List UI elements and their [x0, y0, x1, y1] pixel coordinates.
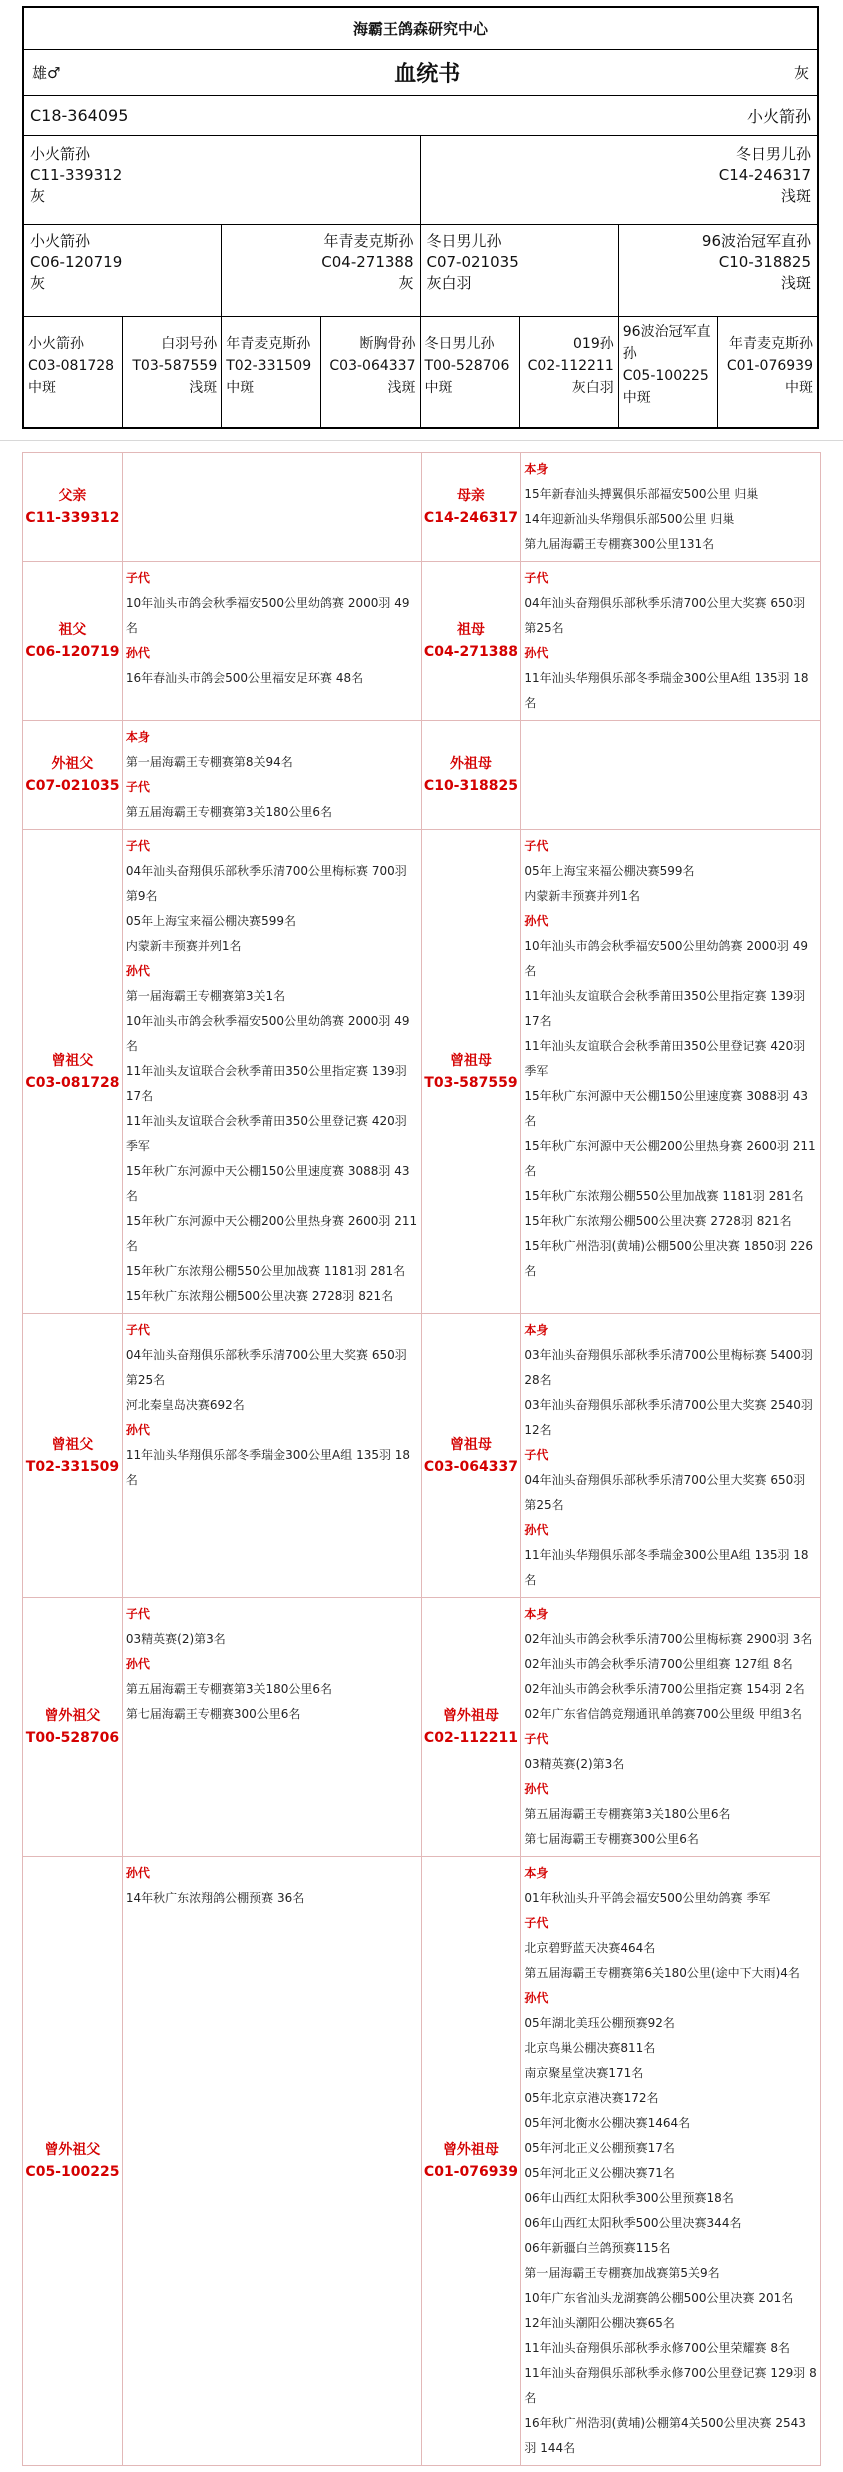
- relation-label: [23, 1314, 123, 1597]
- record-line: 15年秋广东浓翔公棚500公里决赛 2728羽 821名: [524, 1214, 792, 1228]
- record-line: 15年秋广东河源中天公棚150公里速度赛 3088羽 43名: [125, 1164, 410, 1203]
- record-line: 01年秋汕头升平鸽会福安500公里幼鸽赛 季军: [524, 1891, 771, 1905]
- record-line: 02年汕头市鸽会秋季乐清700公里梅标赛 2900羽 3名: [524, 1632, 813, 1646]
- pigeon-color: 浅斑: [780, 274, 811, 292]
- relation-ring: C03-064337: [423, 1458, 518, 1475]
- record-line: 11年汕头友谊联合会秋季莆田350公里指定赛 139羽 17名: [125, 1064, 407, 1103]
- record-content: [521, 562, 820, 720]
- pigeon-ring: C11-339312: [30, 166, 123, 184]
- relation-ring: C04-271388: [423, 644, 518, 660]
- record-section-head: 子代: [524, 1732, 549, 1746]
- great-grandparent-cell: [24, 317, 123, 427]
- pigeon-name: 019孙: [573, 336, 614, 352]
- org-header: [24, 8, 817, 50]
- record-line: 03年汕头奋翔俱乐部秋季乐清700公里梅标赛 5400羽 28名: [524, 1348, 813, 1387]
- record-line: 16年秋广州浩羽(黄埔)公棚第4关500公里决赛 2543羽 144名: [524, 2416, 806, 2455]
- record-line: 11年汕头奋翔俱乐部秋季永修700公里登记赛 129羽 8名: [524, 2366, 817, 2405]
- record-row: [23, 1857, 820, 2465]
- pigeon-name: 小火箭孙: [28, 336, 84, 352]
- race-record-table: [22, 452, 821, 2466]
- relation-label: [422, 1857, 522, 2465]
- relation-label: [422, 1598, 522, 1856]
- relation-label: [422, 830, 522, 1313]
- record-line: 14年迎新汕头华翔俱乐部500公里 归巢: [524, 512, 735, 526]
- pigeon-color: 中斑: [785, 380, 813, 396]
- pigeon-ring: C03-081728: [28, 358, 115, 374]
- record-line: 11年汕头华翔俱乐部冬季瑞金300公里A组 135羽 18名: [524, 1548, 809, 1587]
- record-content: [123, 453, 422, 561]
- relation-role: 曾外祖父: [44, 2142, 101, 2158]
- relation-role: 曾外祖母: [442, 1708, 499, 1724]
- record-line: 06年山西红太阳秋季500公里决赛344名: [524, 2216, 742, 2230]
- record-content: [123, 1598, 422, 1856]
- record-line: 15年秋广东浓翔公棚550公里加战赛 1181羽 281名: [524, 1189, 804, 1203]
- pigeon-ring: T03-587559: [132, 358, 218, 374]
- record-line: 05年北京京港决赛172名: [524, 2091, 659, 2105]
- pigeon-ring: C10-318825: [718, 253, 811, 271]
- record-section-head: 子代: [524, 1916, 549, 1930]
- record-line: 第七届海霸王专棚赛300公里6名: [125, 1707, 301, 1721]
- pigeon-color: 中斑: [28, 380, 56, 396]
- relation-role: 曾祖父: [51, 1052, 94, 1069]
- record-row: [23, 721, 820, 830]
- record-section-head: 子代: [125, 571, 150, 585]
- record-line: 10年汕头市鸽会秋季福安500公里幼鸽赛 2000羽 49名: [125, 596, 410, 635]
- record-section-head: 孙代: [524, 914, 549, 928]
- pigeon-color: 浅斑: [189, 380, 218, 396]
- record-line: 14年秋广东浓翔鸽公棚预赛 36名: [125, 1891, 305, 1905]
- record-line: 05年河北衡水公棚决赛1464名: [524, 2116, 691, 2130]
- pigeon-name: 冬日男儿孙: [735, 145, 811, 163]
- record-line: 15年秋广东河源中天公棚200公里热身赛 2600羽 211名: [125, 1214, 418, 1253]
- pigeon-ring: C03-064337: [329, 358, 416, 374]
- record-section-head: 子代: [125, 839, 150, 853]
- record-line: 第五届海霸王专棚赛第3关180公里6名: [125, 1682, 333, 1696]
- record-line: 11年汕头友谊联合会秋季莆田350公里指定赛 139羽 17名: [524, 989, 806, 1028]
- relation-role: 母亲: [456, 488, 485, 504]
- pigeon-color: 灰白羽: [426, 274, 472, 292]
- pigeon-name: 冬日男儿孙: [426, 232, 502, 250]
- grandparent-cell: [24, 225, 222, 316]
- relation-ring: T00-528706: [25, 1730, 120, 1746]
- pigeon-name: 断胸骨孙: [359, 336, 416, 352]
- record-section-head: 子代: [524, 1448, 549, 1462]
- pigeon-ring: C01-076939: [726, 358, 813, 374]
- record-content: [521, 1314, 820, 1597]
- record-line: 04年汕头奋翔俱乐部秋季乐清700公里大奖赛 650羽 第25名: [524, 1473, 806, 1512]
- record-row: [23, 562, 820, 721]
- record-section-head: 孙代: [125, 964, 150, 978]
- record-line: 第九届海霸王专棚赛300公里131名: [524, 537, 715, 551]
- record-section-head: 孙代: [524, 1782, 549, 1796]
- record-line: 05年河北正义公棚决赛71名: [524, 2166, 675, 2180]
- record-line: 05年上海宝来福公棚决赛599名: [524, 864, 695, 878]
- pigeon-name: 年青麦克斯孙: [323, 232, 414, 250]
- record-line: 河北秦皇岛决赛692名: [125, 1398, 245, 1412]
- pigeon-color: 灰: [30, 187, 46, 205]
- relation-role: 外祖母: [449, 756, 492, 772]
- record-line: 第一届海霸王专棚赛第3关1名: [125, 989, 286, 1003]
- subject-ring: C18-364095: [30, 106, 129, 125]
- pigeon-name: 小火箭孙: [30, 145, 91, 163]
- record-section-head: 本身: [524, 1607, 549, 1621]
- relation-ring: C07-021035: [25, 778, 120, 794]
- record-line: 10年汕头市鸽会秋季福安500公里幼鸽赛 2000羽 49名: [524, 939, 808, 978]
- record-line: 第一届海霸王专棚赛加战赛第5关9名: [524, 2266, 720, 2280]
- relation-label: [422, 1314, 522, 1597]
- grandparent-cell: [222, 225, 420, 316]
- relation-role: 祖父: [58, 622, 87, 638]
- relation-label: [23, 1598, 123, 1856]
- pigeon-ring: C14-246317: [718, 166, 811, 184]
- record-line: 02年广东省信鸽竞翔通讯单鸽赛700公里级 甲组3名: [524, 1707, 802, 1721]
- relation-label: [23, 830, 123, 1313]
- relation-ring: C01-076939: [423, 2164, 518, 2180]
- record-line: 15年秋广州浩羽(黄埔)公棚500公里决赛 1850羽 226名: [524, 1239, 813, 1278]
- record-line: 15年秋广东河源中天公棚200公里热身赛 2600羽 211名: [524, 1139, 816, 1178]
- record-content: [123, 1857, 422, 2465]
- record-line: 11年汕头奋翔俱乐部秋季永修700公里荣耀赛 8名: [524, 2341, 790, 2355]
- record-content: [521, 1598, 820, 1856]
- record-line: 北京鸟巢公棚决赛811名: [524, 2041, 656, 2055]
- record-line: 05年河北正义公棚预赛17名: [524, 2141, 675, 2155]
- relation-role: 曾外祖母: [442, 2142, 499, 2158]
- record-line: 06年新疆白兰鸽预赛115名: [524, 2241, 671, 2255]
- record-line: 04年汕头奋翔俱乐部秋季乐清700公里大奖赛 650羽 第25名: [524, 596, 806, 635]
- dam-cell: [421, 136, 818, 224]
- great-grandparent-cell: [421, 317, 520, 427]
- record-line: 11年汕头华翔俱乐部冬季瑞金300公里A组 135羽 18名: [524, 671, 809, 710]
- relation-ring: C03-081728: [25, 1074, 120, 1091]
- record-content: [521, 453, 820, 561]
- gen2-row: [24, 225, 817, 317]
- record-section-head: 本身: [524, 1323, 549, 1337]
- pigeon-ring: C04-271388: [321, 253, 414, 271]
- relation-label: [23, 1857, 123, 2465]
- pigeon-color: 灰: [398, 274, 414, 292]
- record-row: [23, 1314, 820, 1598]
- record-section-head: 孙代: [125, 1423, 150, 1437]
- record-row: [23, 830, 820, 1314]
- record-section-head: 子代: [125, 780, 150, 794]
- record-content: [123, 830, 422, 1313]
- record-line: 03年汕头奋翔俱乐部秋季乐清700公里大奖赛 2540羽 12名: [524, 1398, 813, 1437]
- pigeon-name: 冬日男儿孙: [424, 336, 495, 352]
- pigeon-name: 白羽号孙: [161, 336, 218, 352]
- relation-ring: T03-587559: [424, 1074, 518, 1091]
- pigeon-name: 小火箭孙: [30, 232, 91, 250]
- pigeon-ring: C06-120719: [30, 253, 123, 271]
- record-section-head: 子代: [125, 1323, 150, 1337]
- grandparent-cell: [421, 225, 619, 316]
- record-line: 04年汕头奋翔俱乐部秋季乐清700公里大奖赛 650羽 第25名: [125, 1348, 407, 1387]
- record-section-head: 子代: [524, 839, 549, 853]
- subject-row: [24, 96, 817, 136]
- record-section-head: 孙代: [125, 646, 150, 660]
- pigeon-name: 96波治冠军直孙: [622, 324, 711, 362]
- certificate-title: 血统书: [394, 62, 461, 87]
- relation-label: [422, 562, 522, 720]
- relation-label: [23, 721, 123, 829]
- record-line: 15年秋广东浓翔公棚550公里加战赛 1181羽 281名: [125, 1264, 406, 1278]
- record-line: 第一届海霸王专棚赛第8关94名: [125, 755, 293, 769]
- relation-label: [23, 453, 123, 561]
- record-line: 第五届海霸王专棚赛第3关180公里6名: [125, 805, 333, 819]
- pigeon-color: 灰: [30, 274, 46, 292]
- great-grandparent-cell: [123, 317, 222, 427]
- relation-role: 曾祖父: [51, 1436, 94, 1453]
- record-content: [521, 721, 820, 829]
- record-section-head: 子代: [125, 1607, 150, 1621]
- record-section-head: 子代: [524, 571, 549, 585]
- record-content: [521, 830, 820, 1313]
- pedigree-chart: [22, 6, 819, 429]
- gen1-row: [24, 136, 817, 225]
- record-line: 10年广东省汕头龙湖赛鸽公棚500公里决赛 201名: [524, 2291, 794, 2305]
- relation-ring: T02-331509: [25, 1458, 120, 1475]
- pigeon-color: 浅斑: [387, 380, 416, 396]
- relation-role: 外祖父: [51, 756, 94, 772]
- record-section-head: 孙代: [524, 646, 549, 660]
- record-line: 05年上海宝来福公棚决赛599名: [125, 914, 297, 928]
- pigeon-ring: C05-100225: [622, 368, 709, 384]
- record-section-head: 本身: [125, 730, 150, 744]
- relation-role: 祖母: [456, 622, 485, 638]
- record-section-head: 孙代: [524, 1991, 549, 2005]
- title-row: [24, 50, 817, 96]
- record-line: 11年汕头友谊联合会秋季莆田350公里登记赛 420羽 季军: [524, 1039, 806, 1078]
- record-line: 16年春汕头市鸽会500公里福安足环赛 48名: [125, 671, 364, 685]
- record-content: [521, 1857, 820, 2465]
- record-row: [23, 1598, 820, 1857]
- relation-role: 曾祖母: [449, 1436, 492, 1453]
- record-line: 第五届海霸王专棚赛第6关180公里(途中下大雨)4名: [524, 1966, 800, 1980]
- record-line: 11年汕头友谊联合会秋季莆田350公里登记赛 420羽 季军: [125, 1114, 407, 1153]
- record-line: 12年汕头潮阳公棚决赛65名: [524, 2316, 675, 2330]
- pigeon-name: 96波治冠军直孙: [701, 232, 811, 250]
- record-line: 第七届海霸王专棚赛300公里6名: [524, 1832, 699, 1846]
- section-divider: [0, 440, 843, 441]
- great-grandparent-cell: [718, 317, 817, 427]
- sex-label: 雄♂: [32, 64, 61, 82]
- record-line: 06年山西红太阳秋季300公里预赛18名: [524, 2191, 734, 2205]
- record-line: 03精英赛(2)第3名: [524, 1757, 625, 1771]
- pigeon-color: 浅斑: [780, 187, 811, 205]
- record-line: 内蒙新丰预赛并列1名: [524, 889, 641, 903]
- relation-ring: C10-318825: [423, 778, 518, 794]
- record-section-head: 孙代: [125, 1657, 150, 1671]
- pigeon-name: 年青麦克斯孙: [226, 336, 311, 352]
- gen3-row: [24, 317, 817, 427]
- record-line: 南京聚星堂决赛171名: [524, 2066, 644, 2080]
- pigeon-name: 年青麦克斯孙: [729, 336, 813, 352]
- great-grandparent-cell: [520, 317, 619, 427]
- relation-ring: C14-246317: [423, 510, 518, 526]
- pigeon-color: 中斑: [424, 380, 453, 396]
- pigeon-color: 中斑: [622, 390, 651, 406]
- relation-ring: C02-112211: [423, 1730, 518, 1746]
- record-section-head: 孙代: [125, 1866, 150, 1880]
- record-content: [123, 1314, 422, 1597]
- pigeon-ring: C02-112211: [527, 358, 614, 374]
- relation-role: 父亲: [58, 488, 87, 504]
- record-content: [123, 562, 422, 720]
- record-line: 11年汕头华翔俱乐部冬季瑞金300公里A组 135羽 18名: [125, 1448, 411, 1487]
- pigeon-color: 灰白羽: [571, 380, 614, 396]
- org-name: 海霸王鸽森研究中心: [352, 20, 488, 38]
- relation-ring: C11-339312: [25, 510, 120, 526]
- record-section-head: 孙代: [524, 1523, 549, 1537]
- record-line: 15年秋广东浓翔公棚500公里决赛 2728羽 821名: [125, 1289, 394, 1303]
- record-line: 02年汕头市鸽会秋季乐清700公里指定赛 154羽 2名: [524, 1682, 805, 1696]
- record-section-head: 本身: [524, 462, 549, 476]
- record-line: 内蒙新丰预赛并列1名: [125, 939, 242, 953]
- record-line: 15年新春汕头搏翼俱乐部福安500公里 归巢: [524, 487, 759, 501]
- relation-role: 曾祖母: [449, 1052, 492, 1069]
- subject-name: 小火箭孙: [746, 107, 811, 126]
- relation-ring: C05-100225: [25, 2164, 120, 2180]
- pigeon-ring: T02-331509: [226, 358, 312, 374]
- record-section-head: 本身: [524, 1866, 549, 1880]
- record-line: 10年汕头市鸽会秋季福安500公里幼鸽赛 2000羽 49名: [125, 1014, 410, 1053]
- relation-label: [23, 562, 123, 720]
- record-line: 03精英赛(2)第3名: [125, 1632, 226, 1646]
- record-line: 第五届海霸王专棚赛第3关180公里6名: [524, 1807, 731, 1821]
- record-content: [123, 721, 422, 829]
- record-line: 02年汕头市鸽会秋季乐清700公里组赛 127组 8名: [524, 1657, 793, 1671]
- pigeon-color: 中斑: [226, 380, 255, 396]
- relation-ring: C06-120719: [25, 644, 120, 660]
- relation-role: 曾外祖父: [44, 1708, 101, 1724]
- sire-cell: [24, 136, 421, 224]
- pigeon-ring: T00-528706: [424, 358, 510, 374]
- record-line: 15年秋广东河源中天公棚150公里速度赛 3088羽 43名: [524, 1089, 808, 1128]
- great-grandparent-cell: [321, 317, 420, 427]
- pigeon-ring: C07-021035: [426, 253, 519, 271]
- relation-label: [422, 721, 522, 829]
- record-row: [23, 453, 820, 562]
- record-line: 北京碧野蓝天决赛464名: [524, 1941, 656, 1955]
- grandparent-cell: [619, 225, 817, 316]
- record-line: 05年湖北美珏公棚预赛92名: [524, 2016, 675, 2030]
- color-label: 灰: [793, 64, 809, 82]
- great-grandparent-cell: [619, 317, 718, 427]
- great-grandparent-cell: [222, 317, 321, 427]
- record-line: 04年汕头奋翔俱乐部秋季乐清700公里梅标赛 700羽 第9名: [125, 864, 407, 903]
- relation-label: [422, 453, 522, 561]
